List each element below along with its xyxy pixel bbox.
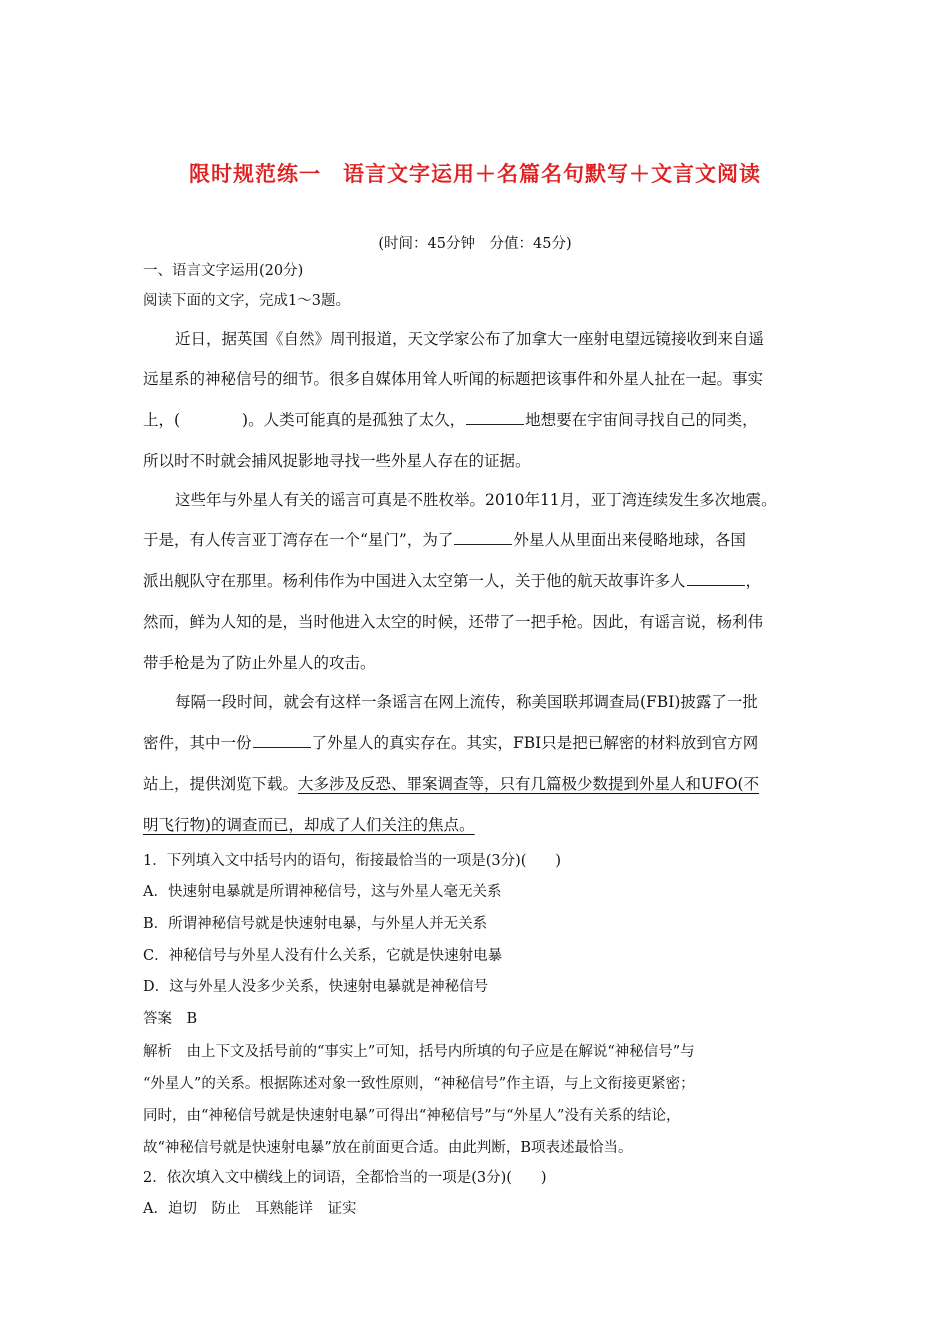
q1-analysis-line: “外星人”的关系。根据陈述对象一致性原则，“神秘信号”作主语，与上文衔接更紧密； (143, 1076, 695, 1092)
fill-blank (466, 410, 524, 425)
section-heading: 一、语言文字运用(20分) (143, 263, 304, 279)
q1-option-c: C．神秘信号与外星人没有什么关系，它就是快速射电暴 (143, 948, 503, 964)
p2-line: 于是，有人传言亚丁湾存在一个“星门”，为了 外星人从里面出来侵略地球，各国 (143, 531, 746, 549)
fill-blank (253, 733, 311, 748)
q1-option-a: A．快速射电暴就是所谓神秘信号，这与外星人毫无关系 (143, 884, 502, 900)
p3-line: 每隔一段时间，就会有这样一条谣言在网上流传，称美国联邦调查局(FBI)披露了一批 (175, 693, 758, 711)
q1-answer: 答案 B (143, 1011, 198, 1027)
q2-option-a: A．迫切 防止 耳熟能详 证实 (143, 1201, 357, 1217)
p2-line: 派出舰队守在那里。杨利伟作为中国进入太空第一人，关于他的航天故事许多人 ， (143, 572, 762, 590)
p1-line: 上，( )。人类可能真的是孤独了太久， 地想要在宇宙间寻找自己的同类， (143, 411, 758, 429)
time-score-info: (时间：45分钟 分值：45分) (378, 236, 572, 252)
p1-line: 远星系的神秘信号的细节。很多自媒体用耸人听闻的标题把该事件和外星人扯在一起。事实 (143, 370, 764, 388)
question-1-stem: 1．下列填入文中括号内的语句，衔接最恰当的一项是(3分)( ) (143, 853, 562, 869)
p2-line: 然而，鲜为人知的是，当时他进入太空的时候，还带了一把手枪。因此，有谣言说，杨利伟 (143, 613, 764, 631)
p3-line: 站上，提供浏览下载。大多涉及反恐、罪案调查等，只有几篇极少数提到外星人和UFO(不 (143, 775, 760, 793)
p1-line: 近日，据英国《自然》周刊报道，天文学家公布了加拿大一座射电望远镜接收到来自遥 (175, 330, 765, 348)
question-2-stem: 2．依次填入文中横线上的词语，全都恰当的一项是(3分)( ) (143, 1170, 547, 1186)
p1-line: 所以时不时就会捕风捉影地寻找一些外星人存在的证据。 (143, 452, 531, 470)
q1-analysis-line: 同时，由“神秘信号就是快速射电暴”可得出“神秘信号”与“外星人”没有关系的结论， (143, 1108, 681, 1124)
p2-line: 这些年与外星人有关的谣言可真是不胜枚举。2010年11月，亚丁湾连续发生多次地震。 (175, 491, 777, 509)
q1-option-b: B．所谓神秘信号就是快速射电暴，与外星人并无关系 (143, 916, 488, 932)
p2-line: 带手枪是为了防止外星人的攻击。 (143, 654, 376, 672)
q1-analysis-line: 故“神秘信号就是快速射电暴”放在前面更合适。由此判断，B项表述最恰当。 (143, 1140, 633, 1156)
fill-blank (687, 571, 745, 586)
p3-line: 密件，其中一份 了外星人的真实存在。其实，FBI只是把已解密的材料放到官方网 (143, 734, 759, 752)
reading-instruction: 阅读下面的文字，完成1～3题。 (143, 293, 350, 309)
q1-option-d: D．这与外星人没多少关系，快速射电暴就是神秘信号 (143, 979, 489, 995)
page-title: 限时规范练一 语言文字运用＋名篇名句默写＋文言文阅读 (189, 161, 761, 186)
q1-analysis-line: 解析 由上下文及括号前的“事实上”可知，括号内所填的句子应是在解说“神秘信号”与 (143, 1044, 695, 1060)
fill-blank (454, 530, 512, 545)
underlined-sentence: 大多涉及反恐、罪案调查等，只有几篇极少数提到外星人和UFO(不 (298, 775, 760, 793)
underlined-sentence: 明飞行物)的调查而已，却成了人们关注的焦点。 (143, 816, 475, 834)
